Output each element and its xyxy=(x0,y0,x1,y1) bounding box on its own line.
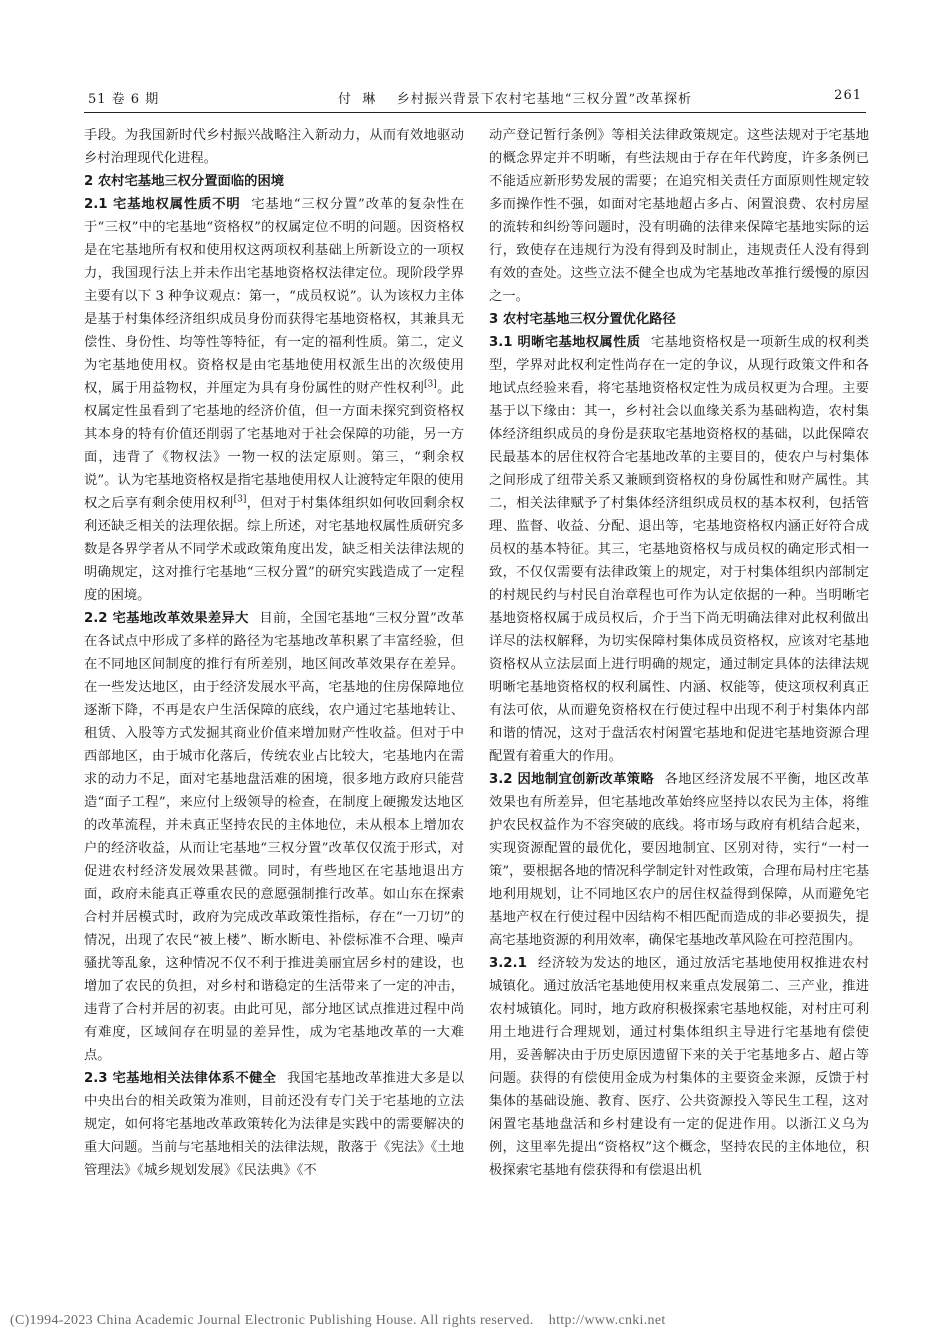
section-2-3 xyxy=(84,1067,464,1182)
section-2-2-text: 目前，全国宅基地“三权分置”改革在各试点中形成了多样的路径为宅基地改革积累了丰富经验，但在不同地区间制度的推行有所差别，地区间改革效果存在差异。在一些发达地区，由于经济发展水平高，宅基地的住房保障地位逐渐下降，不再是农户生活保障的底线，农户通过宅基地转让、租赁、入股等方式发掘其商业价值来增加财产性收益。但对于中西部地区，由于城市化落后，传统农业占比较大，宅基地内在需求的动力不足，面对宅基地盘活难的困境，很多地方政府只能营造“面子工程”，来应付上级领导的检查，在制度上硬搬发达地区的改革流程，并未真正坚持农民的主体地位，未从根本上增加农户的经济收益，从而让宅基地“三权分置”改革仅仅流于形式，对促进农村经济发展效果甚微。同时，有些地区在宅基地退出方面，政府未能真正尊重农民的意愿强制推行改革。如山东在探索合村并居模式时，政府为完成改革政策性指标，存在“一刀切”的情况，出现了农民“被上楼”、断水断电、补偿标准不合理、噪声骚扰等乱象，这种情况不仅不利于推进美丽宜居乡村的建设，也增加了农民的负担，对乡村和谐稳定的生活带来了一定的冲击，违背了合村并居的初衷。由此可见，部分地区试点推进过程中尚有难度，区域间存在明显的差异性，成为宅基地改革的一大难点。 xyxy=(84,611,464,1063)
section-3-1-title: 3.1 明晰宅基地权属性质 xyxy=(489,335,641,350)
copyright-footer: (C)1994-2023 China Academic Journal Electronic Publishing House. All rights reserved. http://www.cnki.net xyxy=(10,1313,666,1328)
section-2-3-title: 2.3 宅基地相关法律体系不健全 xyxy=(84,1071,277,1086)
section-3-heading: 3 农村宅基地三权分置优化路径 xyxy=(489,312,676,327)
section-2-2 xyxy=(84,607,464,1067)
left-column xyxy=(84,124,464,1182)
section-2-1-text-c: ，但对于村集体组织如何收回剩余权利还缺乏相关的法理依据。综上所述，对宅基地权属性质研究多数是各界学者从不同学术或政策角度出发，缺乏相关法律法规的明确规定，这对推行宅基地“三权分置”的研究实践造成了一定程度的困境。 xyxy=(84,496,465,603)
section-3-2 xyxy=(489,768,869,952)
section-2-1-text-b: 。此权属定性虽看到了宅基地的经济价值，但一方面未探究到资格权其本身的特有价值还削弱了宅基地对于社会保障的功能，另一方面，违背了《物权法》一物一权的法定原则。第三，“剩余权说”。认为宅基地资格权是指宅基地使用权人让渡特定年限的使用权之后享有剩余使用权利 xyxy=(84,381,465,511)
section-2-1-title: 2.1 宅基地权属性质不明 xyxy=(84,197,241,212)
running-title: 付 琳 乡村振兴背景下农村宅基地“三权分置”改革探析 xyxy=(338,92,693,107)
page-number: 261 xyxy=(834,88,862,103)
issue-label: 51 卷 6 期 xyxy=(88,92,160,107)
section-3-2-1 xyxy=(489,952,869,1182)
section-3-1 xyxy=(489,331,869,768)
section-3-2-title: 3.2 因地制宜创新改革策略 xyxy=(489,772,655,787)
section-3-2-text: 各地区经济发展不平衡，地区改革效果也有所差异，但宅基地改革始终应坚持以农民为主体，将维护农民权益作为不容突破的底线。将市场与政府有机结合起来，实现资源配置的最优化，要因地制宜、区别对待，实行“一村一策”，要根据各地的情况科学制定针对性政策，合理布局村庄宅基地利用规划，让不同地区农户的居住权益得到保障，从而避免宅基地产权在行使过程中因结构不相匹配而造成的非必要损失，提高宅基地资源的利用效率，确保宅基地改革风险在可控范围内。 xyxy=(489,772,870,948)
section-2-1-text-a: 宅基地“三权分置”改革的复杂性在于“三权”中的宅基地“资格权”的权属定位不明的问题。因资格权是在宅基地所有权和使用权这两项权利基础上所新设立的一项权力，我国现行法上并未作出宅基地资格权法律定位。现阶段学界主要有以下 3 种争议观点：第一，“成员权说”。认为该权力主体是基于村集体经济组织成员身份而获得宅基地资格权，其兼具无偿性、身份性、均等性等特征，有一定的福利性质。第二，定义为宅基地使用权。资格权是由宅基地使用权派生出的次级使用权，属于用益物权，并厘定为具有身份属性的财产性权利 xyxy=(84,197,464,396)
section-2-3-continued: 动产登记暂行条例》等相关法律政策规定。这些法规对于宅基地的概念界定并不明晰，有些法规由于存在年代跨度，许多条例已不能适应新形势发展的需要；在追究相关责任方面原则性规定较多而操作性不强，如面对宅基地超占多占、闲置浪费、农村房屋的流转和纠纷等问题时，没有明确的法律来保障宅基地实际的运行，致使存在违规行为没有得到及时制止，违规责任人没有得到有效的查处。这些立法不健全也成为宅基地改革推行缓慢的原因之一。 xyxy=(489,128,869,304)
section-2-2-title: 2.2 宅基地改革效果差异大 xyxy=(84,611,249,626)
section-3-2-1-title: 3.2.1 xyxy=(489,956,527,971)
intro-paragraph-end: 手段。为我国新时代乡村振兴战略注入新动力，从而有效地驱动乡村治理现代化进程。 xyxy=(84,128,464,166)
section-3-2-1-text: 经济较为发达的地区，通过放活宅基地使用权推进农村城镇化。通过放活宅基地使用权来重点发展第二、三产业，推进农村城镇化。同时，地方政府积极探索宅基地权能，对村庄可利用土地进行合理规划，通过村集体组织主导进行宅基地有偿使用，妥善解决由于历史原因遗留下来的关于宅基地多占、超占等问题。获得的有偿使用金成为村集体的主要资金来源，反馈于村集体的基础设施、教育、医疗、公共资源投入等民生工程，这对闲置宅基地盘活和乡村建设有一定的促进作用。以浙江义乌为例，这里率先提出“资格权”这个概念，坚持农民的主体地位，积极探索宅基地有偿获得和有偿退出机 xyxy=(489,956,869,1178)
right-column xyxy=(489,124,869,1182)
section-2-3-text: 我国宅基地改革推进大多是以中央出台的相关政策为准则，目前还没有专门关于宅基地的立法规定，如何将宅基地改革政策转化为法律是实践中的需要解决的重大问题。当前与宅基地相关的法律法规，散落于《宪法》《土地管理法》《城乡规划发展》《民法典》《不 xyxy=(84,1071,465,1178)
section-2-heading: 2 农村宅基地三权分置面临的困境 xyxy=(84,174,285,189)
header-rule xyxy=(84,112,866,113)
running-header xyxy=(88,84,862,108)
citation-3b[interactable]: [3] xyxy=(233,494,247,505)
section-2-1 xyxy=(84,193,464,607)
section-3-1-text: 宅基地资格权是一项新生成的权利类型，学界对此权利定性尚存在一定的争议，从现行政策文件和各地试点经验来看，将宅基地资格权定性为成员权更为合理。主要基于以下缘由：其一，乡村社会以血缘关系为基础构造，农村集体经济组织成员的身份是获取宅基地资格权的基础，以此保障农民最基本的居住权符合宅基地改革的主要目的，使农户与村集体之间形成了纽带关系又兼顾到资格权的身份属性和财产属性。其二，相关法律赋予了村集体经济组织成员权的基本权利，包括管理、监督、收益、分配、退出等，宅基地资格权内涵正好符合成员权的基本特征。其三，宅基地资格权与成员权的确定形式相一致，不仅仅需要有法律政策上的规定，对于村集体组织内部制定的村规民约与村民自治章程也可作为认定依据的一种。当明晰宅基地资格权属于成员权后，介于当下尚无明确法律对此权利做出详尽的法权解释，为切实保障村集体成员资格权，应该对宅基地资格权从立法层面上进行明确的规定，通过制定具体的法律法规明晰宅基地资格权的权利属性、内涵、权能等，使这项权利真正有法可依，从而避免资格权在行使过程中出现不利于村集体内部和谐的情况，这对于盘活农村闲置宅基地和促进宅基地资源合理配置有着重大的作用。 xyxy=(489,335,870,764)
citation-3[interactable]: [3] xyxy=(424,379,437,390)
